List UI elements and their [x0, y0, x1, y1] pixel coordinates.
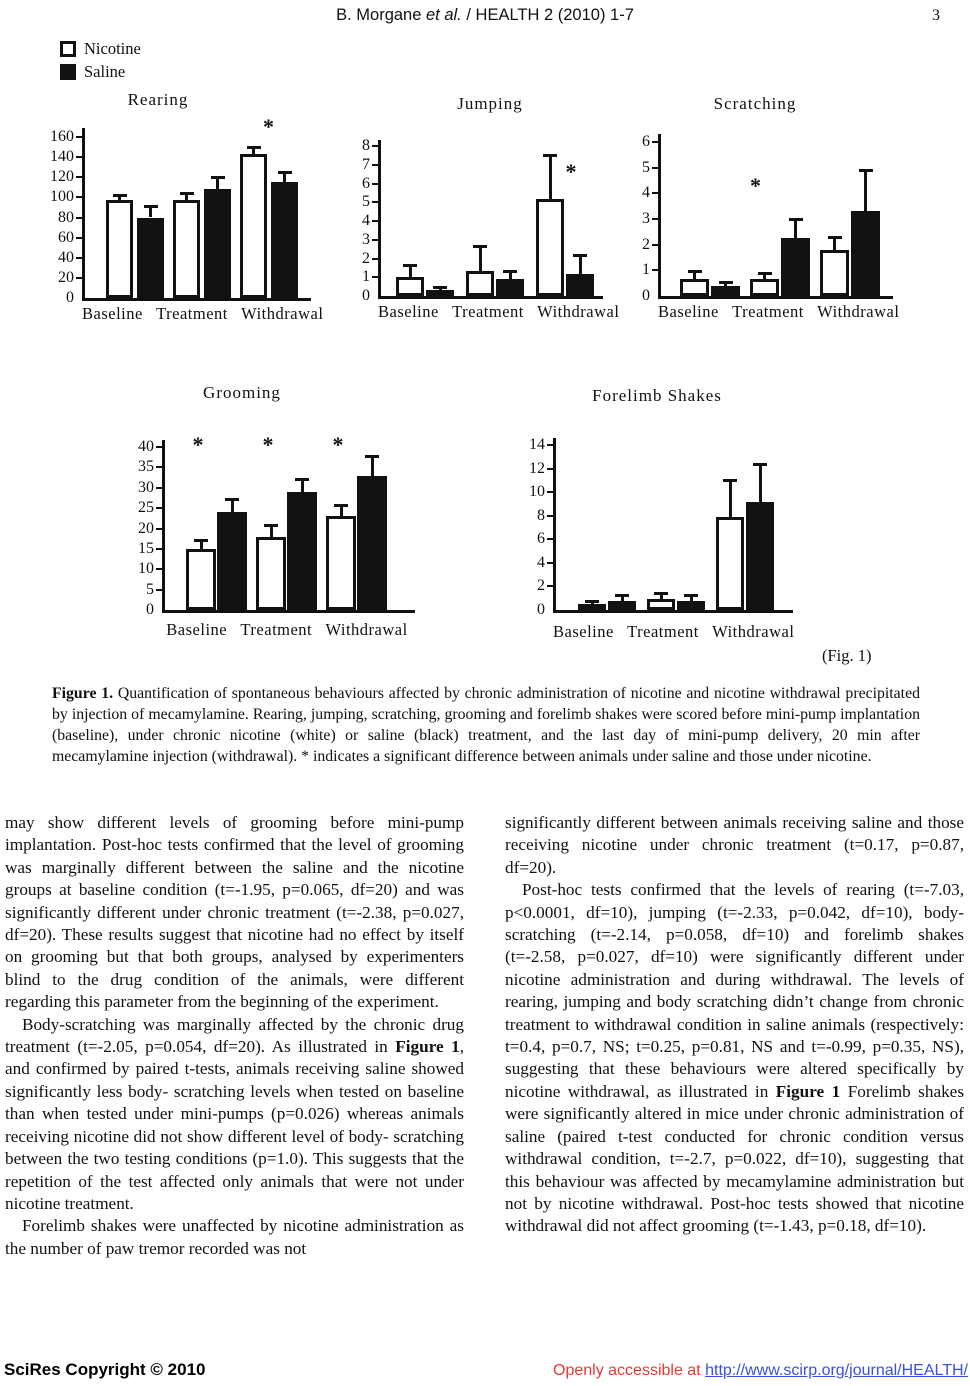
y-tick-mark [652, 269, 659, 271]
y-tick-label: 40 [58, 248, 74, 266]
y-tick-mark [547, 585, 554, 587]
error-bar [278, 171, 292, 182]
significance-star: * [565, 159, 577, 185]
nicotine-swatch-icon [60, 41, 76, 57]
y-tick-label: 7 [362, 155, 370, 173]
legend-label-nicotine: Nicotine [84, 38, 141, 58]
body-paragraph [505, 812, 964, 879]
bar-saline-withdrawal [357, 476, 387, 610]
error-bar-stem [621, 594, 624, 601]
y-tick-mark [156, 487, 163, 489]
y-tick-label: 5 [362, 193, 370, 211]
bar-nicotine-treatment [466, 271, 494, 296]
error-bar-stem [729, 479, 732, 517]
bar-saline-baseline [711, 286, 740, 296]
x-categories-label: Baseline Treatment Withdrawal [166, 620, 408, 639]
bold-text: Figure 1. [52, 685, 114, 702]
error-bar [723, 479, 737, 517]
error-bar-stem [759, 463, 762, 502]
significance-star: * [263, 113, 274, 139]
bar-saline-withdrawal [851, 211, 880, 296]
y-tick-label: 40 [138, 438, 154, 455]
running-head-suffix: / HEALTH 2 (2010) 1-7 [461, 6, 634, 24]
x-categories-label: Baseline Treatment Withdrawal [658, 302, 900, 321]
access-note [553, 1362, 968, 1380]
body-column-left [5, 812, 464, 1260]
error-bar-stem [118, 194, 121, 200]
bar-nicotine-treatment [647, 599, 675, 610]
y-tick-mark [652, 218, 659, 220]
bar-saline-treatment [496, 279, 524, 296]
error-bar-stem [724, 281, 727, 286]
y-tick-label: 2 [362, 249, 370, 267]
bar-nicotine-baseline [106, 200, 133, 298]
y-tick-mark [652, 244, 659, 246]
x-categories-label: Baseline Treatment Withdrawal [378, 302, 620, 321]
y-tick-label: 30 [138, 478, 154, 496]
chart-jumping [340, 88, 620, 333]
significance-star: * [332, 431, 344, 457]
y-tick-label: 20 [138, 519, 154, 537]
error-bar-stem [693, 270, 696, 279]
y-tick-mark [547, 468, 554, 470]
y-tick-mark [76, 196, 83, 198]
running-head-prefix: B. Morgane [336, 6, 426, 24]
bar-saline-treatment [781, 238, 810, 296]
bar-nicotine-baseline [680, 279, 709, 296]
y-tick-mark [156, 507, 163, 509]
error-bar [180, 192, 194, 200]
y-tick-label: 20 [58, 268, 74, 286]
error-bar [688, 270, 702, 279]
error-bar [433, 286, 447, 291]
running-head-etal: et al. [426, 6, 462, 24]
chart-title: Scratching [713, 94, 797, 113]
chart-rearing [40, 88, 330, 333]
error-bar-stem [231, 498, 234, 512]
error-bar-stem [579, 254, 582, 275]
x-categories-label: Baseline Treatment Withdrawal [82, 304, 324, 323]
error-bar [295, 478, 309, 492]
bar-nicotine-withdrawal [240, 154, 267, 298]
error-bar-stem [591, 600, 594, 604]
y-tick-mark [547, 515, 554, 517]
y-tick-mark [76, 156, 83, 158]
y-tick-label: 15 [138, 539, 154, 557]
error-bar [684, 594, 698, 601]
y-tick-mark [156, 548, 163, 550]
error-bar-stem [149, 205, 152, 217]
y-tick-label: 0 [362, 287, 370, 304]
figure-caption [52, 683, 920, 767]
error-bar-stem [549, 154, 552, 199]
error-bar-stem [371, 455, 374, 475]
bar-nicotine-withdrawal [536, 199, 564, 297]
y-tick-mark [547, 562, 554, 564]
body-paragraph [5, 1014, 464, 1216]
y-tick-label: 160 [50, 128, 74, 145]
y-tick-mark [372, 258, 379, 260]
error-bar-stem [660, 592, 663, 599]
error-bar [403, 264, 417, 277]
error-bar [334, 504, 348, 516]
error-bar-stem [509, 270, 512, 279]
y-tick-label: 6 [642, 133, 650, 150]
y-tick-mark [547, 491, 554, 493]
y-tick-mark [372, 164, 379, 166]
y-tick-mark [372, 201, 379, 203]
legend-item-saline [60, 60, 141, 83]
y-tick-label: 60 [58, 228, 74, 246]
y-tick-mark [652, 192, 659, 194]
chart-title: Jumping [457, 94, 523, 113]
y-tick-mark [652, 167, 659, 169]
bar-saline-treatment [287, 492, 317, 610]
error-bar-stem [479, 245, 482, 270]
y-tick-mark [156, 446, 163, 448]
error-bar [573, 254, 587, 275]
openly-accessible-text: Openly accessible at [553, 1362, 706, 1379]
y-tick-label: 6 [537, 530, 545, 548]
y-tick-label: 14 [529, 436, 545, 453]
error-bar-stem [270, 524, 273, 536]
bar-saline-withdrawal [271, 182, 298, 298]
chart-title: Grooming [203, 383, 281, 402]
y-tick-label: 8 [362, 137, 370, 154]
y-tick-label: 120 [50, 168, 74, 186]
error-bar [828, 236, 842, 250]
significance-star: * [262, 431, 274, 457]
bar-saline-withdrawal [746, 502, 774, 610]
page-number: 3 [932, 7, 940, 24]
bar-saline-baseline [217, 512, 247, 610]
bar-saline-withdrawal [566, 274, 594, 296]
y-tick-label: 100 [50, 188, 74, 206]
y-tick-mark [547, 538, 554, 540]
y-tick-label: 0 [537, 601, 545, 618]
error-bar [473, 245, 487, 270]
chart-scratching [620, 88, 910, 333]
y-tick-mark [372, 239, 379, 241]
error-bar [719, 281, 733, 286]
y-tick-label: 0 [642, 287, 650, 304]
y-tick-label: 4 [537, 553, 545, 571]
y-tick-mark [76, 277, 83, 279]
error-bar [758, 272, 772, 280]
fig-number-note: (Fig. 1) [822, 646, 872, 665]
bar-nicotine-treatment [256, 537, 286, 610]
text-run: Forelimb shakes were significantly altered in mice under chronic administration of saline (paired t-test conducted for chronic condition versus withdrawal condition, t=-2.7, p=0.022, df=10), suggesting that this behaviour was affected by mecamylamine administration but not by nicotine withdrawal. Post-hoc tests showed that nicotine withdrawal did not affect grooming (t=-1.43, p=0.18, df=10). [505, 1081, 965, 1236]
y-tick-label: 35 [138, 458, 154, 476]
bar-nicotine-baseline [396, 277, 424, 296]
error-bar [225, 498, 239, 512]
error-bar-stem [864, 169, 867, 211]
bar-saline-baseline [608, 601, 636, 610]
error-bar [264, 524, 278, 536]
text-run: Forelimb shakes were unaffected by nicotine administration as the number of paw tremor recorded was not [5, 1216, 464, 1258]
y-tick-mark [372, 220, 379, 222]
error-bar-stem [216, 176, 219, 189]
text-run: Body-scratching was marginally affected by the chronic drug treatment (t=-2.05, p=0.054, df=20). As illustrated in [5, 1014, 464, 1057]
error-bar [503, 270, 517, 279]
error-bar-stem [283, 171, 286, 182]
y-tick-label: 6 [362, 174, 370, 192]
y-tick-mark [156, 466, 163, 468]
text-run: may show different levels of grooming before mini-pump implantation. Post-hoc tests confirmed that the level of grooming was marginally different between the saline and the nicotine groups at baseline condition (t=-1.95, p=0.065, df=20) and was significantly different under chronic treatment (t=-2.38, p=0.027, df=20). These results suggest that nicotine had no effect by itself on grooming but that both groups, analysed by experimenters blind to the drug condition of the animals, were different regarding this parameter from the beginning of the experiment. [5, 813, 464, 1012]
error-bar [247, 146, 261, 154]
y-tick-label: 80 [58, 208, 74, 226]
bar-saline-treatment [677, 601, 705, 610]
text-run: , and confirmed by paired t-tests, animals receiving saline showed significantly less body- scratching levels when tested on baseline than when tested under mini-pumps (p=0.026) whereas animals receiving nicotine did not show different level of body- scratching between the two testing conditions (p=1.0). This suggests that the repetition of the test affected only animals that were not under nicotine treatment. [5, 1037, 465, 1213]
y-tick-label: 25 [138, 499, 154, 517]
body-paragraph [505, 879, 964, 1238]
y-tick-label: 1 [642, 261, 650, 279]
y-tick-label: 5 [642, 158, 650, 176]
error-bar-stem [763, 272, 766, 280]
bar-saline-treatment [204, 189, 231, 298]
y-tick-mark [156, 568, 163, 570]
legend-label-saline: Saline [84, 61, 126, 81]
y-tick-label: 2 [537, 577, 545, 595]
bar-nicotine-baseline [578, 604, 606, 610]
y-tick-mark [76, 176, 83, 178]
y-tick-label: 0 [146, 601, 154, 618]
text-run: Post-hoc tests confirmed that the levels of rearing (t=-7.03, p<0.0001, df=10), jumping (t=-2.33, p=0.042, df=10), body-scratching (t=-2.14, p=0.058, df=10) and forelimb shakes (t=-2.58, p=0.027, df=10) were significantly different under nicotine administration and during withdrawal. The levels of rearing, jumping and body scratching didn’t change from chronic treatment to withdrawal condition in saline animals (respectively: t=0.4, p=0.7, NS; t=0.25, p=0.81, NS and t=-0.99, p=0.35, NS), suggesting that these behaviours were altered specifically by nicotine withdrawal, as illustrated in [505, 880, 964, 1101]
error-bar [615, 594, 629, 601]
significance-star: * [192, 431, 204, 457]
bar-saline-baseline [426, 290, 454, 296]
error-bar-stem [439, 286, 442, 291]
chart-grooming [120, 380, 420, 655]
text-run: Quantification of spontaneous behaviours affected by chronic administration of nicotine and nicotine withdrawal precipitated by injection of mecamylamine. Rearing, jumping, scratching, grooming and forelimb shakes were scored before mini-pump implantation (baseline), under chronic nicotine (white) or saline (black) treatment, and the last day of mini-pump delivery, 20 min after mecamylamine injection (withdrawal). * indicates a significant difference between animals under saline and those under nicotine. [52, 685, 920, 765]
error-bar-stem [301, 478, 304, 492]
body-paragraph [5, 1215, 464, 1260]
y-tick-label: 8 [537, 506, 545, 524]
y-tick-label: 140 [50, 148, 74, 166]
y-tick-mark [652, 141, 659, 143]
x-categories-label: Baseline Treatment Withdrawal [553, 622, 795, 641]
error-bar [753, 463, 767, 502]
bar-nicotine-withdrawal [820, 250, 849, 296]
body-paragraph [5, 812, 464, 1014]
y-tick-label: 1 [362, 268, 370, 286]
error-bar [194, 539, 208, 549]
bold-text: Figure 1 [395, 1037, 460, 1057]
y-tick-mark [76, 257, 83, 259]
y-tick-label: 10 [138, 560, 154, 578]
journal-link[interactable]: http://www.scirp.org/journal/HEALTH/ [705, 1362, 968, 1379]
y-tick-mark [76, 237, 83, 239]
y-tick-mark [76, 217, 83, 219]
saline-swatch-icon [60, 64, 76, 80]
bar-nicotine-treatment [173, 200, 200, 298]
error-bar [789, 218, 803, 239]
chart-title: Forelimb Shakes [592, 386, 722, 405]
y-tick-label: 4 [362, 212, 370, 229]
error-bar [365, 455, 379, 475]
error-bar-stem [185, 192, 188, 200]
y-tick-label: 0 [66, 289, 74, 306]
bar-nicotine-baseline [186, 549, 216, 610]
error-bar-stem [794, 218, 797, 239]
y-tick-label: 2 [642, 235, 650, 253]
y-tick-mark [372, 145, 379, 147]
error-bar-stem [340, 504, 343, 516]
copyright-text: SciRes Copyright © 2010 [4, 1360, 206, 1379]
error-bar-stem [200, 539, 203, 549]
bold-text: Figure 1 [775, 1081, 841, 1101]
error-bar [113, 194, 127, 200]
y-tick-label: 3 [362, 230, 370, 248]
y-tick-label: 4 [642, 184, 650, 202]
chart-forelimb-shakes [520, 380, 810, 655]
y-tick-mark [372, 276, 379, 278]
y-tick-mark [372, 183, 379, 185]
legend-item-nicotine [60, 37, 141, 60]
error-bar [654, 592, 668, 599]
body-column-right [505, 812, 964, 1238]
bar-nicotine-withdrawal [326, 516, 356, 610]
y-tick-label: 12 [529, 459, 545, 477]
bar-nicotine-withdrawal [716, 517, 744, 610]
y-tick-label: 5 [146, 580, 154, 598]
running-head [0, 6, 970, 25]
error-bar [859, 169, 873, 211]
y-tick-mark [156, 528, 163, 530]
chart-title: Rearing [127, 90, 189, 109]
error-bar [585, 600, 599, 604]
bar-nicotine-treatment [750, 279, 779, 296]
y-tick-label: 3 [642, 210, 650, 227]
error-bar-stem [409, 264, 412, 277]
text-run: significantly different between animals receiving saline and those receiving nicotine under chronic treatment (t=0.17, p=0.87, df=20). [505, 813, 964, 877]
y-tick-mark [76, 136, 83, 138]
bar-saline-baseline [137, 218, 164, 299]
chart-legend [60, 37, 141, 83]
error-bar [211, 176, 225, 189]
error-bar [543, 154, 557, 199]
error-bar [144, 205, 158, 217]
error-bar-stem [833, 236, 836, 250]
y-tick-label: 10 [529, 483, 545, 501]
error-bar-stem [690, 594, 693, 601]
significance-star: * [750, 172, 761, 198]
error-bar-stem [252, 146, 255, 154]
y-tick-mark [156, 589, 163, 591]
y-tick-mark [547, 444, 554, 446]
